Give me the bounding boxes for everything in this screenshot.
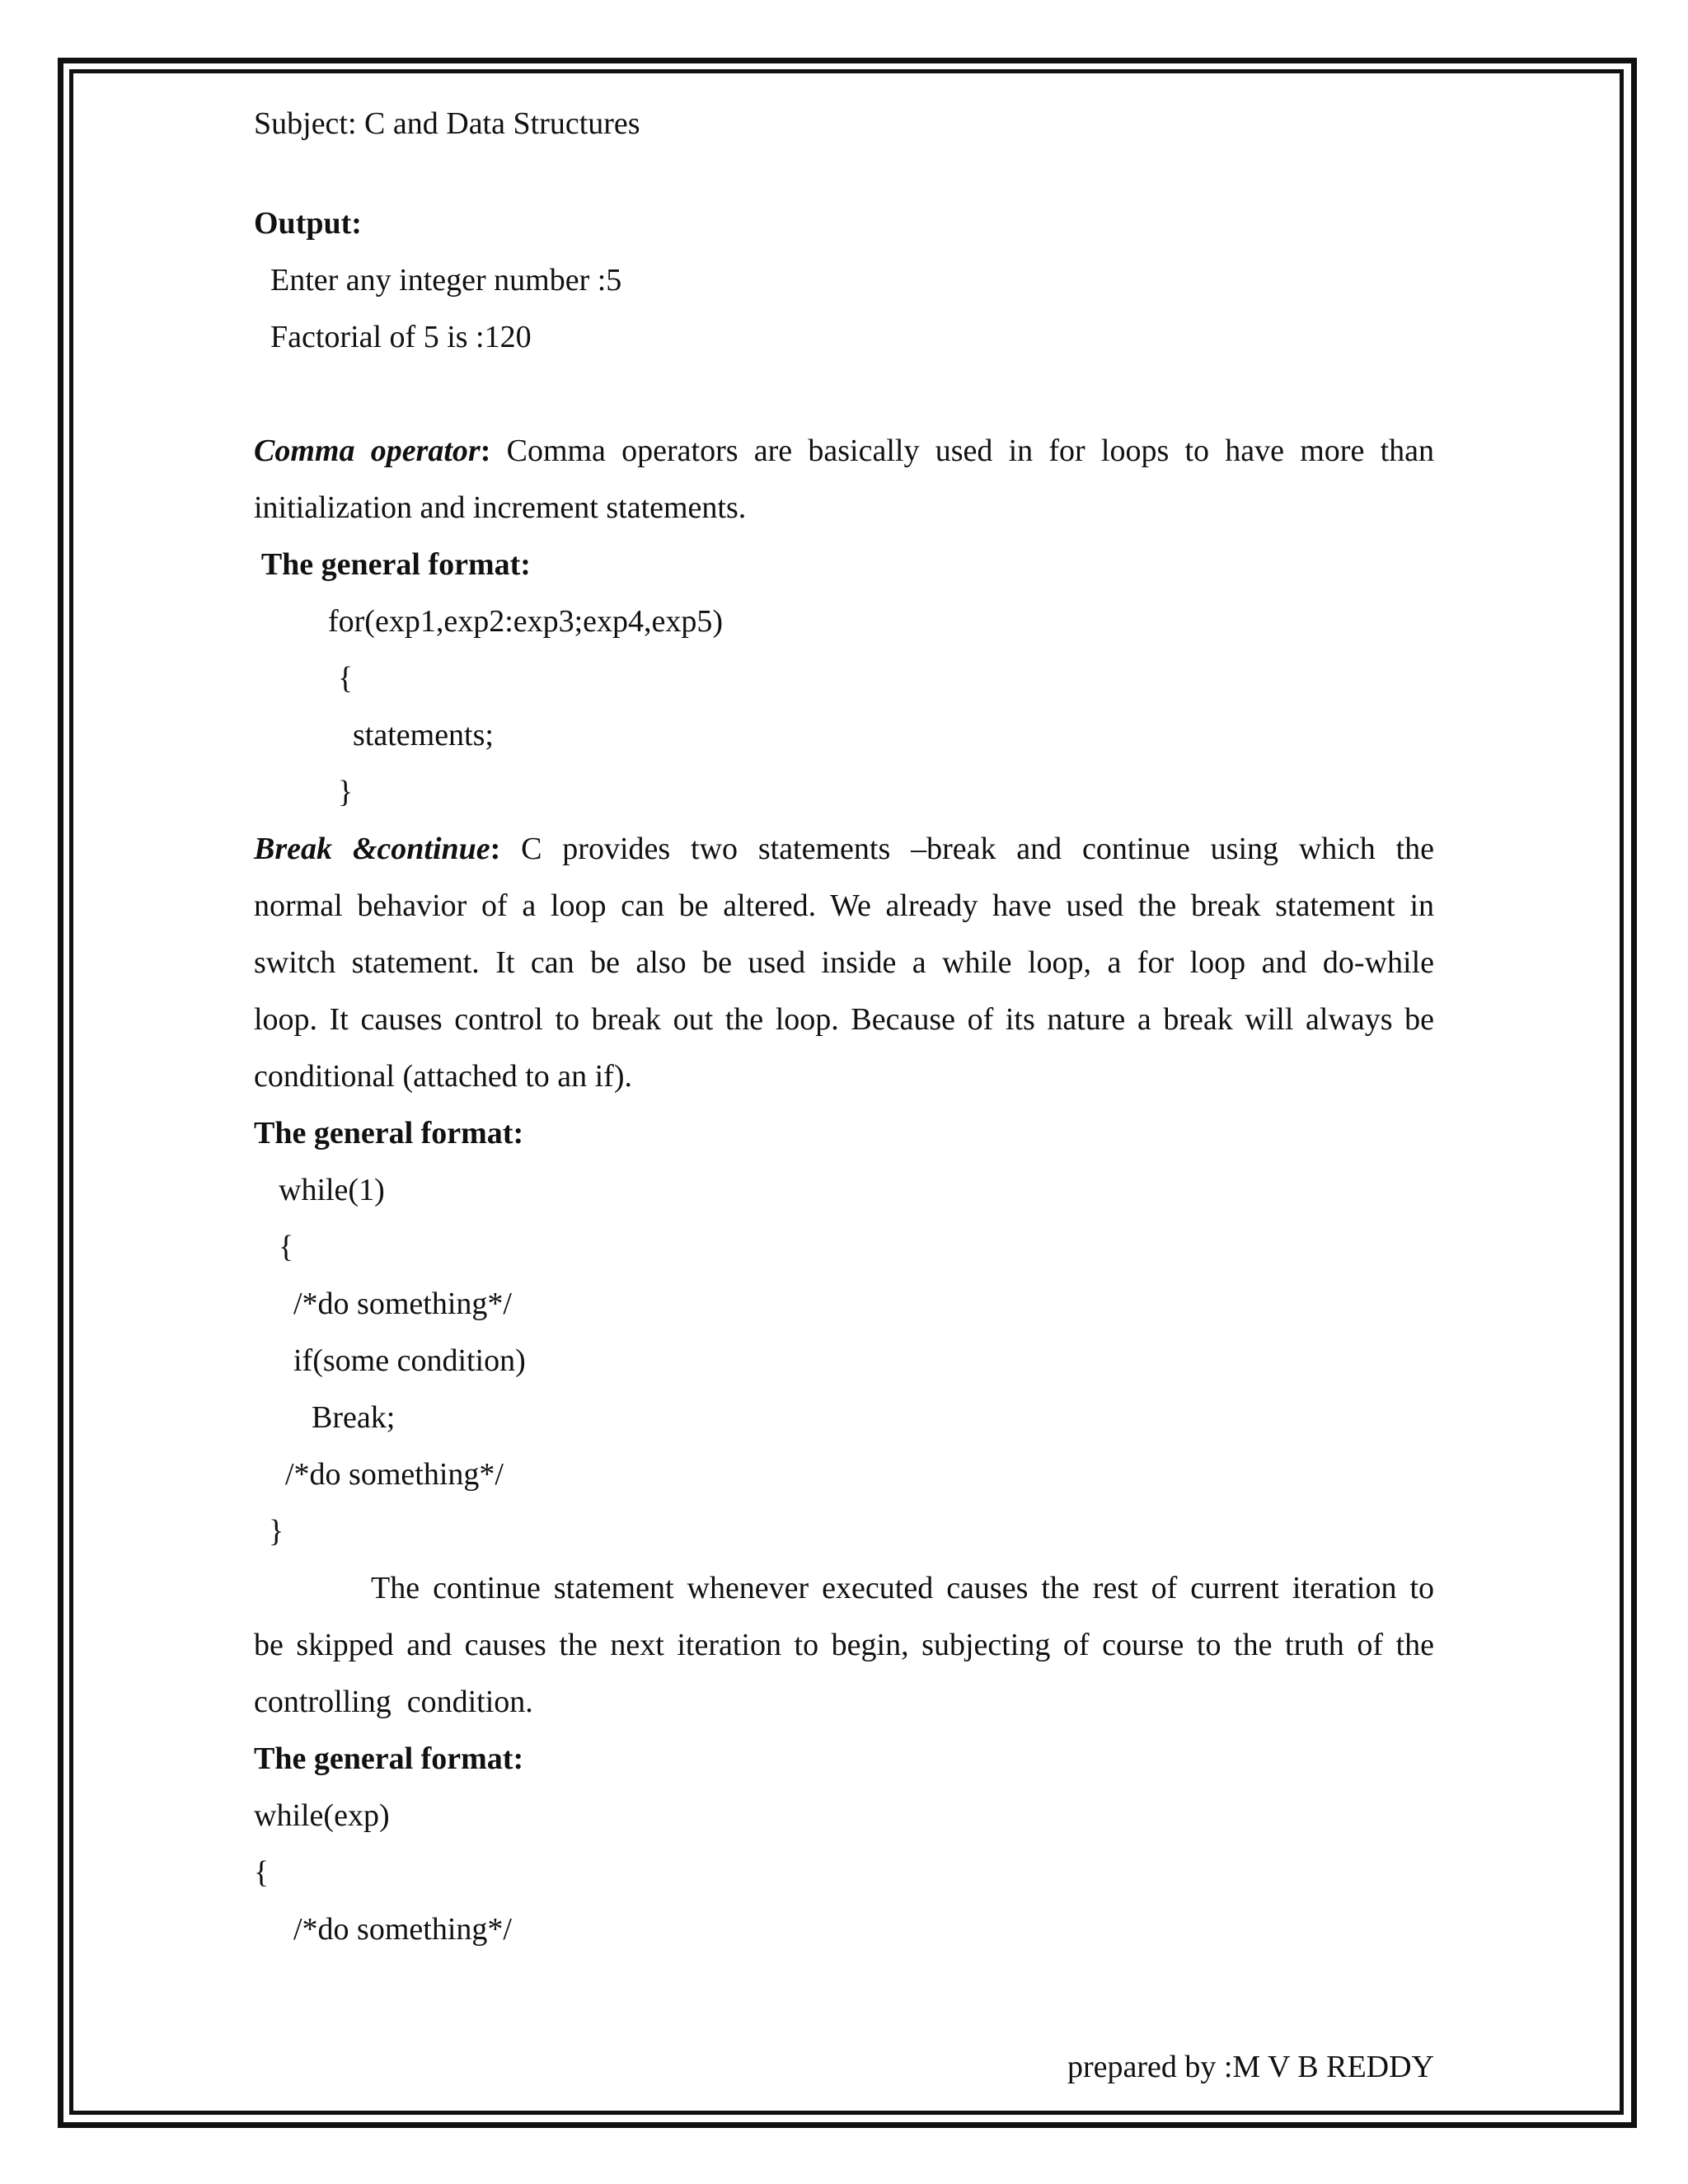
code-line: /*do something*/ <box>285 1457 504 1492</box>
general-format-heading: The general format: <box>254 1741 524 1776</box>
continue-text: controlling condition. <box>254 1685 533 1719</box>
comma-operator-text: initialization and increment statements. <box>254 490 747 525</box>
break-continue-text: switch statement. It can be also be used inside a while loop, a for loop and do-while <box>254 945 1434 980</box>
code-line: } <box>269 1514 284 1549</box>
comma-operator-line <box>254 432 1434 470</box>
code-line: statements; <box>353 718 494 752</box>
comma-operator-colon: : <box>480 434 491 468</box>
output-line: Factorial of 5 is :120 <box>270 320 532 354</box>
code-line: /*do something*/ <box>293 1286 512 1321</box>
break-continue-text: conditional (attached to an if). <box>254 1059 632 1094</box>
continue-text: be skipped and causes the next iteration to begin, subjecting of course to the truth of the <box>254 1628 1434 1662</box>
code-line: if(some condition) <box>293 1343 526 1378</box>
output-heading: Output: <box>254 206 362 241</box>
code-line: { <box>254 1855 270 1890</box>
continue-text: The continue statement whenever executed causes the rest of current iteration to <box>371 1571 1434 1605</box>
code-line: while(exp) <box>254 1798 390 1833</box>
break-continue-text: loop. It causes control to break out the loop. Because of its nature a break will always be <box>254 1002 1434 1037</box>
comma-operator-text: Comma operators are basically used in for loops to have more than <box>490 434 1434 468</box>
prepared-by-footer: prepared by :M V B REDDY <box>1067 2050 1434 2084</box>
break-continue-term: Break &continue <box>254 832 490 866</box>
code-line: { <box>338 661 354 696</box>
break-continue-text: normal behavior of a loop can be altered. We already have used the break statement in <box>254 888 1434 923</box>
code-line: for(exp1,exp2:exp3;exp4,exp5) <box>328 604 724 639</box>
general-format-heading: The general format: <box>254 547 531 582</box>
break-continue-colon: : <box>490 832 501 866</box>
break-continue-text: C provides two statements –break and continue using which the <box>500 832 1434 866</box>
output-line: Enter any integer number :5 <box>270 263 622 298</box>
subject-header: Subject: C and Data Structures <box>254 106 640 141</box>
general-format-heading: The general format: <box>254 1116 524 1151</box>
code-line: } <box>338 775 354 809</box>
code-line: Break; <box>312 1400 396 1435</box>
code-line: /*do something*/ <box>293 1912 512 1947</box>
code-line: { <box>279 1230 294 1264</box>
comma-operator-term: Comma operator <box>254 434 481 468</box>
code-line: while(1) <box>279 1173 385 1207</box>
break-continue-line <box>254 830 1434 868</box>
